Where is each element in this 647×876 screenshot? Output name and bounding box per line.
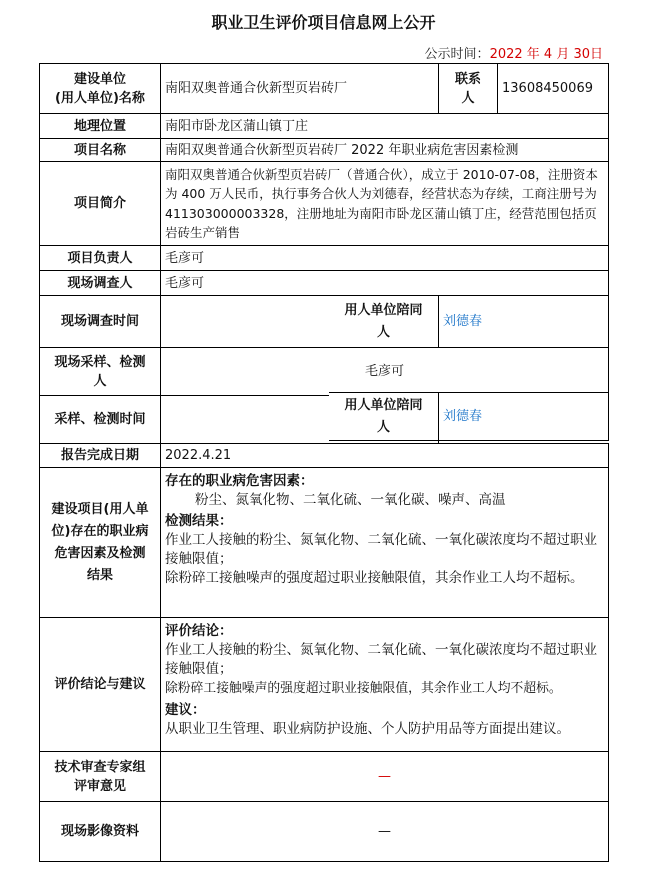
test-result-1: 作业工人接触的粉尘、氮氧化物、二氧化硫、一氧化碳浓度均不超过职业接触限值； (165, 532, 597, 567)
location-label: 地理位置 (40, 114, 161, 139)
row-sampler (40, 348, 609, 396)
intro-value: 南阳双奥普通合伙新型页岩砖厂（普通合伙），成立于 2010-07-08，注册资本为 400 万人民币，执行事务合伙人为刘德春，经营状态为存续，工商注册号为 411303000003328，注册地址为南阳市卧龙区蒲山镇丁庄，经营范围包括页岩砖生产销售 (161, 162, 609, 246)
unit-label: 建设单位 (用人单位)名称 (40, 64, 161, 114)
contact-value: 13608450069 (498, 64, 609, 114)
conclusion-label: 评价结论与建议 (40, 618, 161, 752)
conclusion-title: 评价结论： (165, 623, 233, 639)
conclusion-content (161, 618, 609, 752)
accompany-label-2: 用人单位陪同 人 (329, 393, 439, 441)
investigator-value: 毛彦可 (161, 271, 609, 296)
test-result-title: 检测结果： (165, 513, 233, 529)
row-sample-time (40, 396, 609, 444)
survey-time-value (161, 296, 439, 348)
unit-value: 南阳双奥普通合伙新型页岩砖厂 (161, 64, 439, 114)
row-hazard (40, 468, 609, 618)
hazard-label: 建设项目(用人单 位)存在的职业病 危害因素及检测 结果 (40, 468, 161, 618)
suggestion-value: 从职业卫生管理、职业病防护设施、个人防护用品等方面提出建议。 (165, 721, 570, 737)
test-result-2: 除粉碎工接触噪声的强度超过职业接触限值，其余作业工人均不超标。 (165, 570, 584, 586)
project-name-value: 南阳双奥普通合伙新型页岩砖厂 2022 年职业病危害因素检测 (161, 139, 609, 162)
row-investigator (40, 271, 609, 296)
leader-value: 毛彦可 (161, 246, 609, 271)
report-date-label: 报告完成日期 (40, 444, 161, 468)
suggestion-title: 建议： (165, 702, 206, 718)
sample-time-label: 采样、检测时间 (40, 396, 161, 444)
accompany-label-1: 用人单位陪同 人 (329, 296, 439, 348)
conclusion-2: 除粉碎工接触噪声的强度超过职业接触限值，其余作业工人均不超标。 (165, 681, 562, 696)
row-intro (40, 162, 609, 246)
row-images (40, 802, 609, 862)
intro-label: 项目简介 (40, 162, 161, 246)
hazard-factors-value: 粉尘、氮氧化物、二氧化硫、一氧化碳、噪声、高温 (195, 492, 506, 508)
row-survey-time (40, 296, 609, 348)
sampler-label: 现场采样、检测 人 (40, 348, 161, 396)
report-date-value: 2022.4.21 (161, 444, 609, 468)
row-unit (40, 64, 609, 114)
location-value: 南阳市卧龙区蒲山镇丁庄 (161, 114, 609, 139)
accompany-value-2: 刘德春 (439, 393, 609, 441)
project-info-table (39, 63, 609, 862)
project-name-label: 项目名称 (40, 139, 161, 162)
publish-time-value: 2022 年 4 月 30日 (489, 47, 603, 62)
expert-value: — (161, 752, 609, 802)
row-location (40, 114, 609, 139)
leader-label: 项目负责人 (40, 246, 161, 271)
row-leader (40, 246, 609, 271)
row-expert (40, 752, 609, 802)
hazard-content (161, 468, 609, 618)
images-label: 现场影像资料 (40, 802, 161, 862)
accompany-value-1: 刘德春 (439, 296, 609, 348)
row-report-date (40, 444, 609, 468)
row-conclusion (40, 618, 609, 752)
sampler-value: 毛彦可 (161, 348, 609, 396)
images-value: — (161, 802, 609, 862)
publish-time-label: 公示时间： (424, 47, 490, 62)
row-project-name (40, 139, 609, 162)
publish-time (425, 43, 603, 62)
hazard-factors-title: 存在的职业病危害因素： (165, 473, 314, 489)
investigator-label: 现场调查人 (40, 271, 161, 296)
survey-time-label: 现场调查时间 (40, 296, 161, 348)
contact-label: 联系 人 (439, 64, 498, 114)
sample-time-value (161, 396, 439, 444)
page-title: 职业卫生评价项目信息网上公开 (211, 13, 436, 32)
conclusion-1: 作业工人接触的粉尘、氮氧化物、二氧化硫、一氧化碳浓度均不超过职业接触限值； (165, 642, 597, 677)
expert-label: 技术审查专家组 评审意见 (40, 752, 161, 802)
